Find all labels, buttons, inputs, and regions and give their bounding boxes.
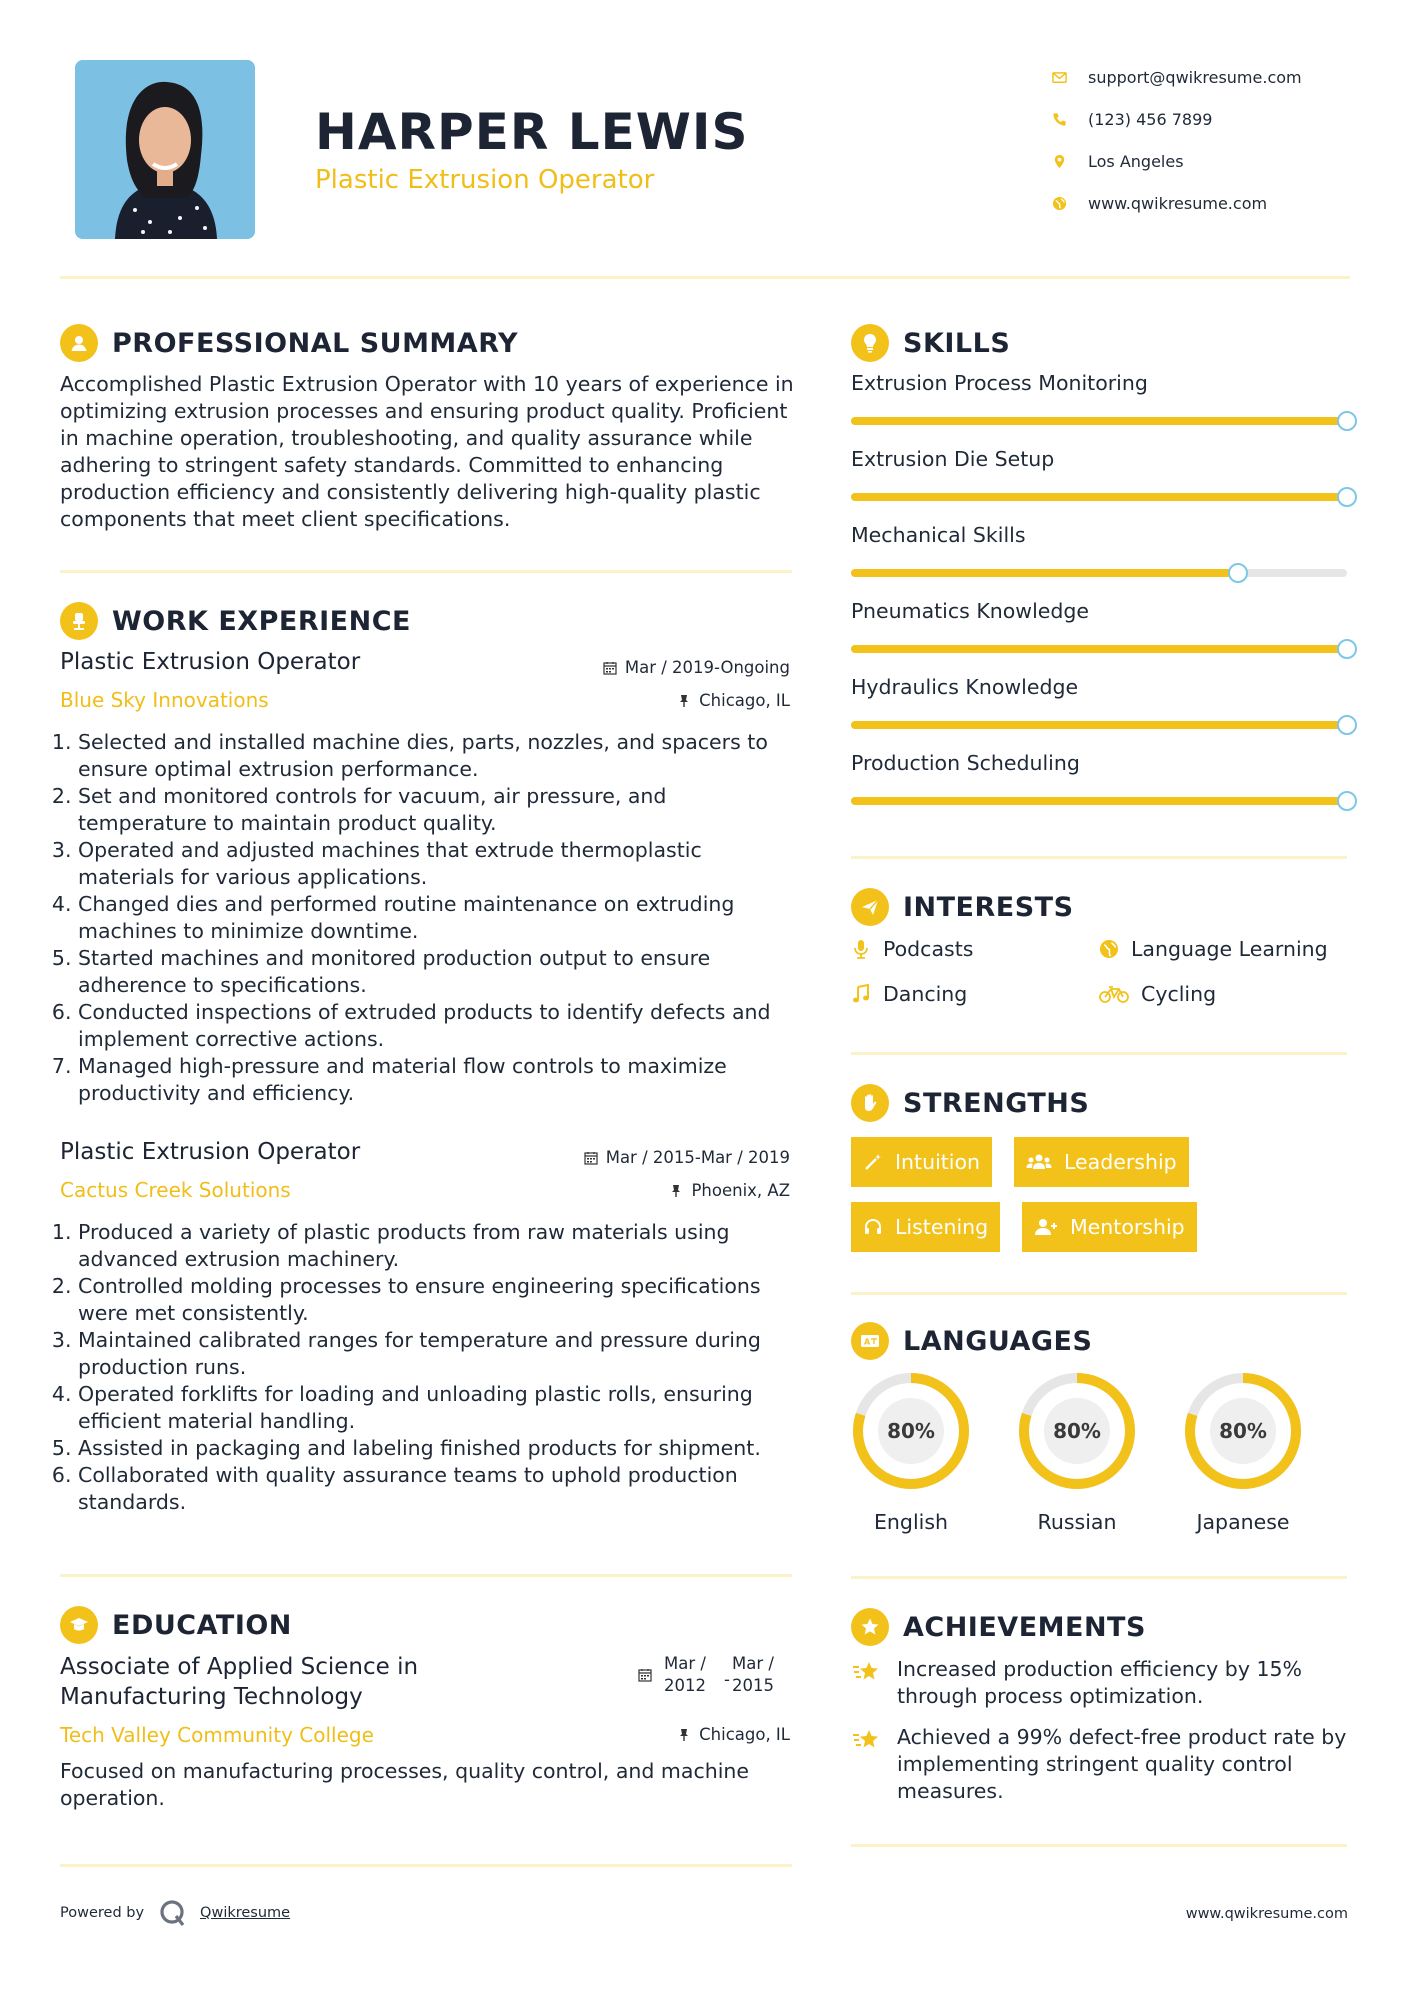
strengths-heading (851, 1084, 1089, 1122)
music-note-icon (851, 984, 871, 1004)
language-item (1182, 1370, 1304, 1534)
profile-photo (75, 60, 255, 239)
skill-item (851, 523, 1361, 547)
education-title: EDUCATION (112, 1609, 292, 1641)
summary-title: PROFESSIONAL SUMMARY (112, 327, 519, 359)
user-plus-icon (1034, 1217, 1058, 1237)
interest-language-learning (1099, 937, 1328, 961)
calendar-icon (584, 1151, 598, 1165)
skill-item (851, 447, 1361, 471)
job-2-location-text: Phoenix, AZ (691, 1181, 790, 1200)
user-icon (60, 324, 98, 362)
skill-level-track (851, 645, 1347, 653)
language-percent: 80% (887, 1419, 935, 1443)
headphones-icon (863, 1217, 883, 1237)
education-end-year: 2015 (732, 1676, 774, 1695)
skill-level-knob (1337, 715, 1357, 735)
job-1-date-text: Mar / 2019-Ongoing (624, 658, 790, 677)
job-2-location (669, 1181, 790, 1200)
achievements-heading (851, 1608, 1146, 1646)
job-2-date (584, 1148, 790, 1167)
skill-name: Hydraulics Knowledge (851, 675, 1079, 699)
education-date (636, 1654, 792, 1698)
interests-heading (851, 888, 1074, 926)
language-name: English (873, 1510, 949, 1534)
lightbulb-icon (851, 324, 889, 362)
translate-icon (851, 1322, 889, 1360)
job-2-duties (60, 1219, 800, 1516)
contact-email[interactable] (1050, 56, 1380, 98)
job-1-location (677, 691, 790, 710)
strength-label: Listening (895, 1215, 989, 1239)
achievement-text: Achieved a 99% defect-free product rate by implementing stringent quality control measures. (897, 1725, 1347, 1803)
education-location-text: Chicago, IL (699, 1725, 790, 1744)
graduate-icon (60, 1606, 98, 1644)
skill-level-fill (851, 569, 1238, 577)
language-level-ring (850, 1370, 972, 1492)
skill-name: Extrusion Die Setup (851, 447, 1055, 471)
education-description: Focused on manufacturing processes, quality control, and machine operation. (60, 1759, 750, 1810)
education-date-separator: - (724, 1670, 730, 1689)
job-1-title: Plastic Extrusion Operator (60, 649, 361, 675)
microphone-icon (851, 939, 871, 959)
language-percent: 80% (1219, 1419, 1267, 1443)
map-pin-icon (1050, 154, 1088, 169)
skill-item (851, 371, 1361, 395)
list-item: 2. Set and monitored controls for vacuum, air pressure, and temperature to maintain product quality. (78, 783, 800, 837)
languages-heading (851, 1322, 1092, 1360)
skills-heading (851, 324, 1010, 362)
magic-wand-icon (863, 1152, 883, 1172)
header-divider (60, 276, 1350, 279)
education-location (677, 1725, 790, 1744)
contact-location-text: Los Angeles (1088, 151, 1184, 171)
list-item: 6. Collaborated with quality assurance teams to uphold production standards. (78, 1462, 800, 1516)
skill-level-track (851, 797, 1347, 805)
skills-title: SKILLS (903, 327, 1011, 359)
job-1-duties (60, 729, 800, 1107)
interests-title: INTERESTS (903, 891, 1074, 923)
achievements-divider (851, 1844, 1347, 1847)
list-item: 2. Controlled molding processes to ensure engineering specifications were met consistently. (78, 1273, 800, 1327)
experience-title: WORK EXPERIENCE (112, 605, 411, 637)
candidate-name: HARPER LEWIS (315, 103, 749, 161)
language-name: Russian (1037, 1510, 1117, 1534)
star-trophy-icon (851, 1658, 883, 1686)
interest-label: Podcasts (883, 937, 974, 961)
contact-email-text: support@qwikresume.com (1088, 67, 1302, 87)
list-item: 7. Managed high-pressure and material flow controls to maximize productivity and efficiency. (78, 1053, 800, 1107)
skill-level-fill (851, 417, 1347, 425)
skill-level-fill (851, 493, 1347, 501)
skill-level-knob (1337, 791, 1357, 811)
job-2-company: Cactus Creek Solutions (60, 1178, 291, 1202)
skill-level-track (851, 569, 1347, 577)
strength-label: Leadership (1064, 1150, 1177, 1174)
qwikresume-logo-icon (158, 1898, 188, 1928)
calendar-icon (603, 661, 617, 675)
experience-divider (60, 1574, 792, 1577)
language-percent: 80% (1053, 1419, 1101, 1443)
education-heading (60, 1606, 292, 1644)
skill-item (851, 675, 1361, 699)
skill-level-knob (1228, 563, 1248, 583)
achievements-title: ACHIEVEMENTS (903, 1611, 1146, 1643)
summary-heading (60, 324, 518, 362)
list-item: 5. Assisted in packaging and labeling finished products for shipment. (78, 1435, 800, 1462)
skill-level-track (851, 721, 1347, 729)
education-start-year: 2012 (664, 1676, 706, 1695)
strength-tag-intuition (851, 1137, 992, 1187)
pushpin-icon (669, 1184, 683, 1198)
skill-level-track (851, 493, 1347, 501)
star-trophy-icon (851, 1726, 883, 1754)
degree-line-1: Associate of Applied Science in (60, 1654, 419, 1680)
skill-level-fill (851, 645, 1347, 653)
calendar-icon (638, 1668, 652, 1682)
interest-label: Dancing (883, 982, 968, 1006)
language-level-ring (1016, 1370, 1138, 1492)
strength-tag-mentorship (1022, 1202, 1197, 1252)
job-2-date-text: Mar / 2015-Mar / 2019 (605, 1148, 790, 1167)
achievement-text: Increased production efficiency by 15% through process optimization. (897, 1657, 1303, 1708)
globe-icon (1099, 939, 1119, 959)
skill-level-knob (1337, 487, 1357, 507)
skill-item (851, 599, 1361, 623)
job-1-company: Blue Sky Innovations (60, 688, 269, 712)
skill-level-knob (1337, 411, 1357, 431)
language-item (850, 1370, 972, 1534)
language-level-ring (1182, 1370, 1304, 1492)
footer-website[interactable]: www.qwikresume.com (1185, 1906, 1348, 1922)
footer-powered-by (60, 1898, 290, 1928)
list-item: 5. Started machines and monitored production output to ensure adherence to specifications. (78, 945, 800, 999)
paper-plane-icon (851, 888, 889, 926)
star-badge-icon (851, 1608, 889, 1646)
qwikresume-link[interactable]: Qwikresume (200, 1905, 291, 1921)
strength-label: Intuition (895, 1150, 981, 1174)
degree-line-2: Manufacturing Technology (60, 1684, 363, 1710)
strengths-title: STRENGTHS (903, 1087, 1090, 1119)
list-item: 1. Selected and installed machine dies, parts, nozzles, and spacers to ensure optimal extrusion performance. (78, 729, 800, 783)
job-2-title: Plastic Extrusion Operator (60, 1139, 361, 1165)
skill-item (851, 751, 1361, 775)
experience-heading (60, 602, 411, 640)
strengths-divider (851, 1292, 1347, 1295)
list-item: 4. Changed dies and performed routine maintenance on extruding machines to minimize downtime. (78, 891, 800, 945)
languages-divider (851, 1576, 1347, 1579)
skill-name: Extrusion Process Monitoring (851, 371, 1148, 395)
education-divider (60, 1864, 792, 1867)
pushpin-icon (677, 694, 691, 708)
skill-name: Pneumatics Knowledge (851, 599, 1090, 623)
interest-dancing (851, 982, 967, 1006)
language-item (1016, 1370, 1138, 1534)
education-end-month: Mar / (732, 1654, 774, 1673)
interest-label: Cycling (1141, 982, 1217, 1006)
languages-title: LANGUAGES (903, 1325, 1093, 1357)
contact-location (1050, 140, 1380, 182)
interest-label: Language Learning (1131, 937, 1328, 961)
powered-by-label: Powered by (60, 1905, 145, 1921)
skill-name: Production Scheduling (851, 751, 1080, 775)
list-item: 4. Operated forklifts for loading and unloading plastic rolls, ensuring efficient material handling. (78, 1381, 800, 1435)
strength-label: Mentorship (1070, 1215, 1185, 1239)
strength-tag-listening (851, 1202, 1000, 1252)
contact-phone-text: (123) 456 7899 (1088, 109, 1213, 129)
education-start-month: Mar / (664, 1654, 706, 1673)
svg-text:A: A (864, 1337, 871, 1347)
envelope-icon (1050, 70, 1088, 85)
contact-website-text: www.qwikresume.com (1088, 193, 1268, 213)
skill-level-knob (1337, 639, 1357, 659)
list-item: 3. Operated and adjusted machines that extrude thermoplastic materials for various applications. (78, 837, 800, 891)
summary-divider (60, 570, 792, 573)
phone-icon (1050, 112, 1088, 127)
interest-podcasts (851, 937, 973, 961)
list-item: 3. Maintained calibrated ranges for temperature and pressure during production runs. (78, 1327, 800, 1381)
school-name: Tech Valley Community College (60, 1723, 374, 1747)
hand-icon (851, 1084, 889, 1122)
job-1-location-text: Chicago, IL (699, 691, 790, 710)
contact-phone[interactable] (1050, 98, 1380, 140)
summary-text: Accomplished Plastic Extrusion Operator with 10 years of experience in optimizing extrusion processes and ensuring product quality. Proficient in machine operation, troubleshooting, and quality assurance while adhering to stringent safety standards. Committed to enhancing production efficiency and consistently delivering high-quality plastic components that meet client specifications. (60, 372, 794, 531)
skill-name: Mechanical Skills (851, 523, 1026, 547)
pushpin-icon (677, 1728, 691, 1742)
job-1-date (603, 658, 790, 677)
language-name: Japanese (1196, 1510, 1290, 1534)
candidate-title: Plastic Extrusion Operator (315, 165, 655, 195)
skill-level-fill (851, 797, 1347, 805)
skill-level-track (851, 417, 1347, 425)
skill-level-fill (851, 721, 1347, 729)
interest-cycling (1099, 982, 1216, 1006)
achievement-item (851, 1724, 1361, 1805)
office-chair-icon (60, 602, 98, 640)
contact-website[interactable] (1050, 182, 1380, 224)
strength-tag-leadership (1014, 1137, 1189, 1187)
users-icon (1026, 1152, 1052, 1172)
achievement-item (851, 1656, 1361, 1710)
list-item: 1. Produced a variety of plastic products from raw materials using advanced extrusion machinery. (78, 1219, 800, 1273)
skills-divider (851, 856, 1347, 859)
bicycle-icon (1099, 984, 1129, 1004)
contact-info (1050, 56, 1380, 224)
globe-icon (1050, 196, 1088, 211)
interests-divider (851, 1052, 1347, 1055)
list-item: 6. Conducted inspections of extruded products to identify defects and implement corrective actions. (78, 999, 800, 1053)
